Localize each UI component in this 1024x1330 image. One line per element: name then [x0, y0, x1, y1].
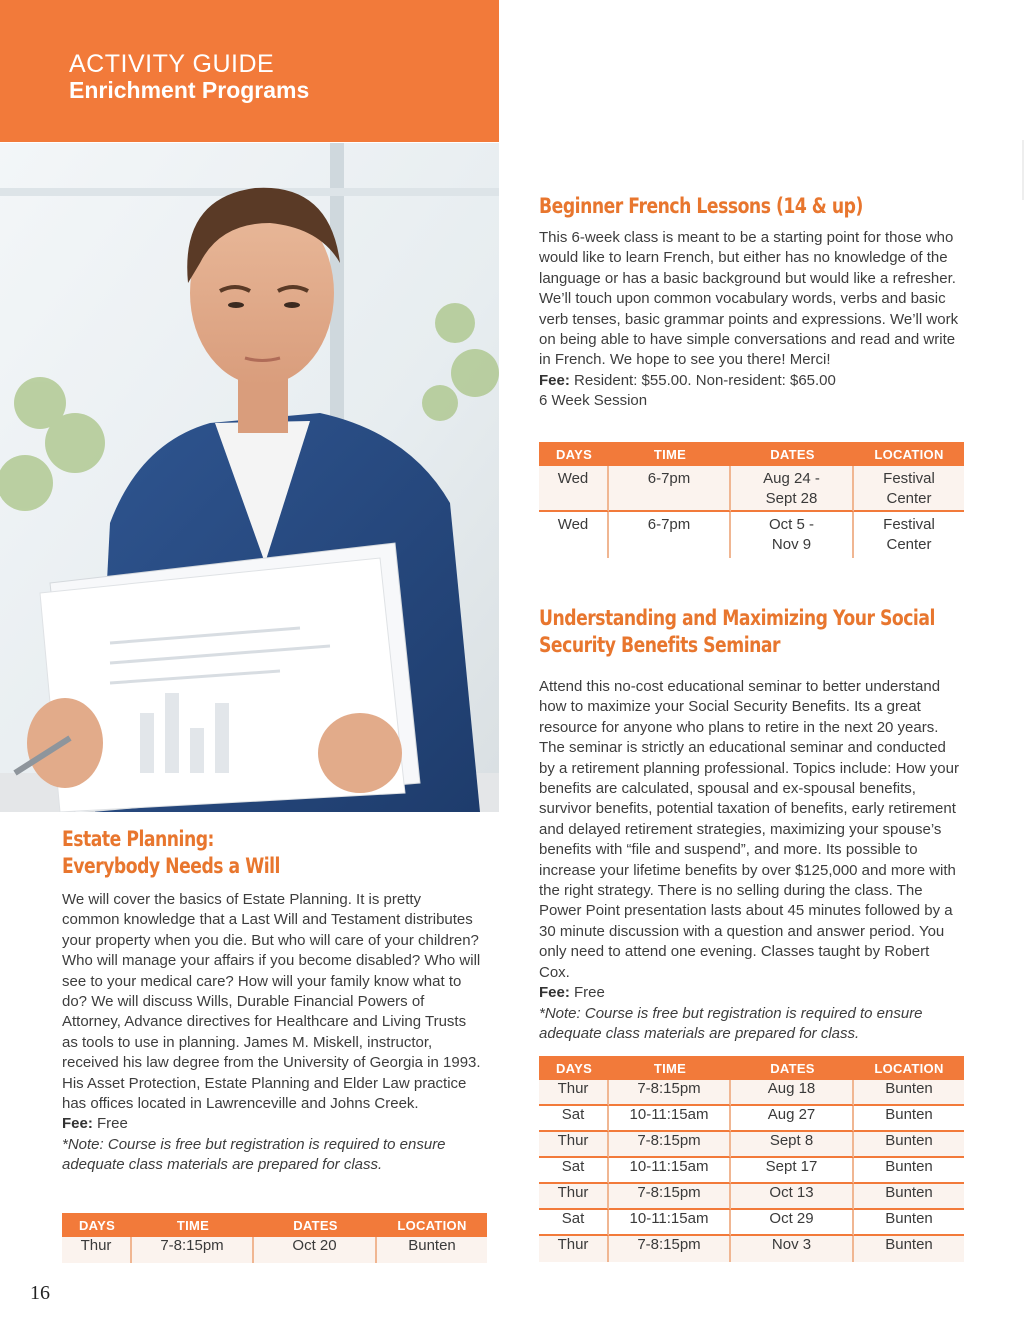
social-security-title-line1: Understanding and Maximizing Your Social — [539, 606, 935, 630]
col-time: TIME — [609, 442, 731, 466]
cell-location: Bunten — [854, 1158, 964, 1184]
cell-date: Oct 20 — [254, 1237, 377, 1263]
cell-date: Oct 13 — [731, 1184, 854, 1210]
table-header-row — [539, 1056, 964, 1080]
cell-day: Wed — [539, 512, 609, 558]
cell-date: Nov 3 — [731, 1236, 854, 1262]
estate-fee-line — [62, 1114, 482, 1134]
table-row — [539, 1236, 964, 1262]
header-kicker: ACTIVITY GUIDE — [69, 50, 275, 78]
dates-start: Oct 5 - — [768, 516, 814, 533]
estate-fee-label: Fee: — [62, 1115, 93, 1133]
table-row — [539, 1132, 964, 1158]
table-row — [539, 466, 964, 512]
col-location: LOCATION — [854, 1056, 964, 1080]
estate-description: We will cover the basics of Estate Planning. It is pretty common knowledge that a Last Will and Testament distributes your property when you die. But who will care of your children? Who will manage your affairs if you become disabled? Who will see to your medical care? How will your family know what to do? We will discuss Wills, Durable Financial Powers of Attorney, Advance directives for Healthcare and Living Trusts as tools to use in planning. James M. Miskell, instructor, received his law degree from the University of Georgia in 1993. His Asset Protection, Estate Planning and Elder Law practice has offices located in Lawrenceville and Johns Creek. — [62, 891, 481, 1113]
french-fee: Resident: $55.00. Non-resident: $65.00 — [574, 371, 836, 389]
table-row — [539, 1106, 964, 1132]
table-row — [539, 512, 964, 558]
col-dates: DATES — [731, 442, 854, 466]
french-description: This 6-week class is meant to be a starting point for those who would like to learn French, but either has no knowledge of the language or has a basic background but would like a refresher. We’ll touch upon common vocabulary words, verbs and basic verb tenses, basic grammar points and expressions. We’ll work on being able to have simple conversations and read and write in French. We hope to see you there! Merci! — [539, 229, 959, 369]
social-security-title — [539, 605, 935, 659]
estate-title — [62, 826, 280, 880]
cell-dates — [731, 466, 854, 512]
cell-time: 10-11:15am — [609, 1158, 731, 1184]
cell-date: Aug 18 — [731, 1080, 854, 1106]
page-number: 16 — [30, 1282, 50, 1304]
cell-time: 10-11:15am — [609, 1210, 731, 1236]
col-days: DAYS — [539, 442, 609, 466]
table-row — [539, 1158, 964, 1184]
cell-location: Bunten — [854, 1236, 964, 1262]
table-row — [539, 1184, 964, 1210]
photo-man-reading-documents — [0, 143, 499, 812]
cell-dates — [731, 512, 854, 558]
table-header-row — [539, 442, 964, 466]
cell-day: Thur — [539, 1236, 609, 1262]
french-body — [539, 228, 959, 412]
cell-day: Thur — [62, 1237, 132, 1263]
estate-note: *Note: Course is free but registration is required to ensure adequate class materials are prepared for class. — [62, 1135, 446, 1174]
cell-day: Wed — [539, 466, 609, 512]
col-time: TIME — [132, 1213, 254, 1237]
dates-end: Sept 28 — [765, 490, 818, 507]
cell-date: Sept 8 — [731, 1132, 854, 1158]
dates-start: Aug 24 - — [763, 470, 820, 487]
estate-title-line1: Estate Planning: — [62, 827, 214, 851]
cell-time: 10-11:15am — [609, 1106, 731, 1132]
cell-date: Aug 27 — [731, 1106, 854, 1132]
social-security-fee-label: Fee: — [539, 984, 570, 1002]
french-fee-label: Fee: — [539, 371, 570, 389]
cell-time: 7-8:15pm — [609, 1236, 731, 1262]
cell-location: Bunten — [854, 1210, 964, 1236]
table-header-row — [62, 1213, 487, 1237]
col-days: DAYS — [539, 1056, 609, 1080]
location-line1: Festival — [883, 516, 935, 533]
location-line2: Center — [886, 536, 932, 553]
cell-location: Bunten — [854, 1080, 964, 1106]
header-title: Enrichment Programs — [69, 77, 310, 103]
dates-end: Nov 9 — [771, 536, 812, 553]
cell-location: Bunten — [854, 1106, 964, 1132]
cell-day: Sat — [539, 1106, 609, 1132]
french-schedule-table — [539, 442, 964, 558]
social-security-description: Attend this no-cost educational seminar to better understand how to maximize your Social Security Benefits. Its a great resource for anyone who plans to retire in the next 20 years. The seminar is strictly an educational seminar and conducted by a retirement planning professional. Topics include: How your benefits are calculated, spousal and ex-spousal benefits, survivor benefits, potential taxation of benefits, early retirement and delayed retirement strategies, maximizing your spouse’s benefits with “file and suspend”, and more. Its possible to increase your lifetime benefits by over $125,000 and more with the right strategy. There is no selling during the class. The Power Point presentation lasts about 45 minutes followed by a 30 minute discussion with a question and answer period. You only need to attend one evening. Classes taught by Robert Cox. — [539, 678, 959, 981]
cell-day: Thur — [539, 1184, 609, 1210]
social-security-fee: Free — [574, 984, 605, 1002]
cell-day: Sat — [539, 1210, 609, 1236]
cell-day: Thur — [539, 1080, 609, 1106]
col-dates: DATES — [731, 1056, 854, 1080]
cell-time: 6-7pm — [609, 466, 731, 512]
social-security-title-line2: Security Benefits Seminar — [539, 633, 781, 657]
estate-fee: Free — [97, 1115, 128, 1133]
cell-time: 7-8:15pm — [609, 1132, 731, 1158]
col-location: LOCATION — [377, 1213, 487, 1237]
cell-location: Bunten — [377, 1237, 487, 1263]
cell-day: Sat — [539, 1158, 609, 1184]
social-security-schedule-table — [539, 1056, 964, 1262]
cell-date: Oct 29 — [731, 1210, 854, 1236]
location-line2: Center — [886, 490, 932, 507]
location-line1: Festival — [883, 470, 935, 487]
header-band — [0, 0, 499, 142]
social-security-note: *Note: Course is free but registration is required to ensure adequate class materials are prepared for class. — [539, 1004, 923, 1042]
col-dates: DATES — [254, 1213, 377, 1237]
table-row — [62, 1237, 487, 1263]
col-days: DAYS — [62, 1213, 132, 1237]
cell-time: 7-8:15pm — [132, 1237, 254, 1263]
cell-day: Thur — [539, 1132, 609, 1158]
french-title: Beginner French Lessons (14 & up) — [539, 194, 863, 218]
french-fee-line — [539, 371, 959, 391]
cell-date: Sept 17 — [731, 1158, 854, 1184]
social-security-fee-line — [539, 983, 959, 1003]
table-row — [539, 1210, 964, 1236]
cell-location — [854, 466, 964, 512]
cell-location: Bunten — [854, 1184, 964, 1210]
estate-title-line2: Everybody Needs a Will — [62, 854, 280, 878]
cell-location: Bunten — [854, 1132, 964, 1158]
cell-location — [854, 512, 964, 558]
cell-time: 6-7pm — [609, 512, 731, 558]
col-location: LOCATION — [854, 442, 964, 466]
estate-schedule-table — [62, 1213, 487, 1263]
cell-time: 7-8:15pm — [609, 1080, 731, 1106]
cell-time: 7-8:15pm — [609, 1184, 731, 1210]
french-session: 6 Week Session — [539, 392, 648, 410]
social-security-body — [539, 677, 959, 1044]
estate-body — [62, 890, 482, 1176]
col-time: TIME — [609, 1056, 731, 1080]
table-row — [539, 1080, 964, 1106]
